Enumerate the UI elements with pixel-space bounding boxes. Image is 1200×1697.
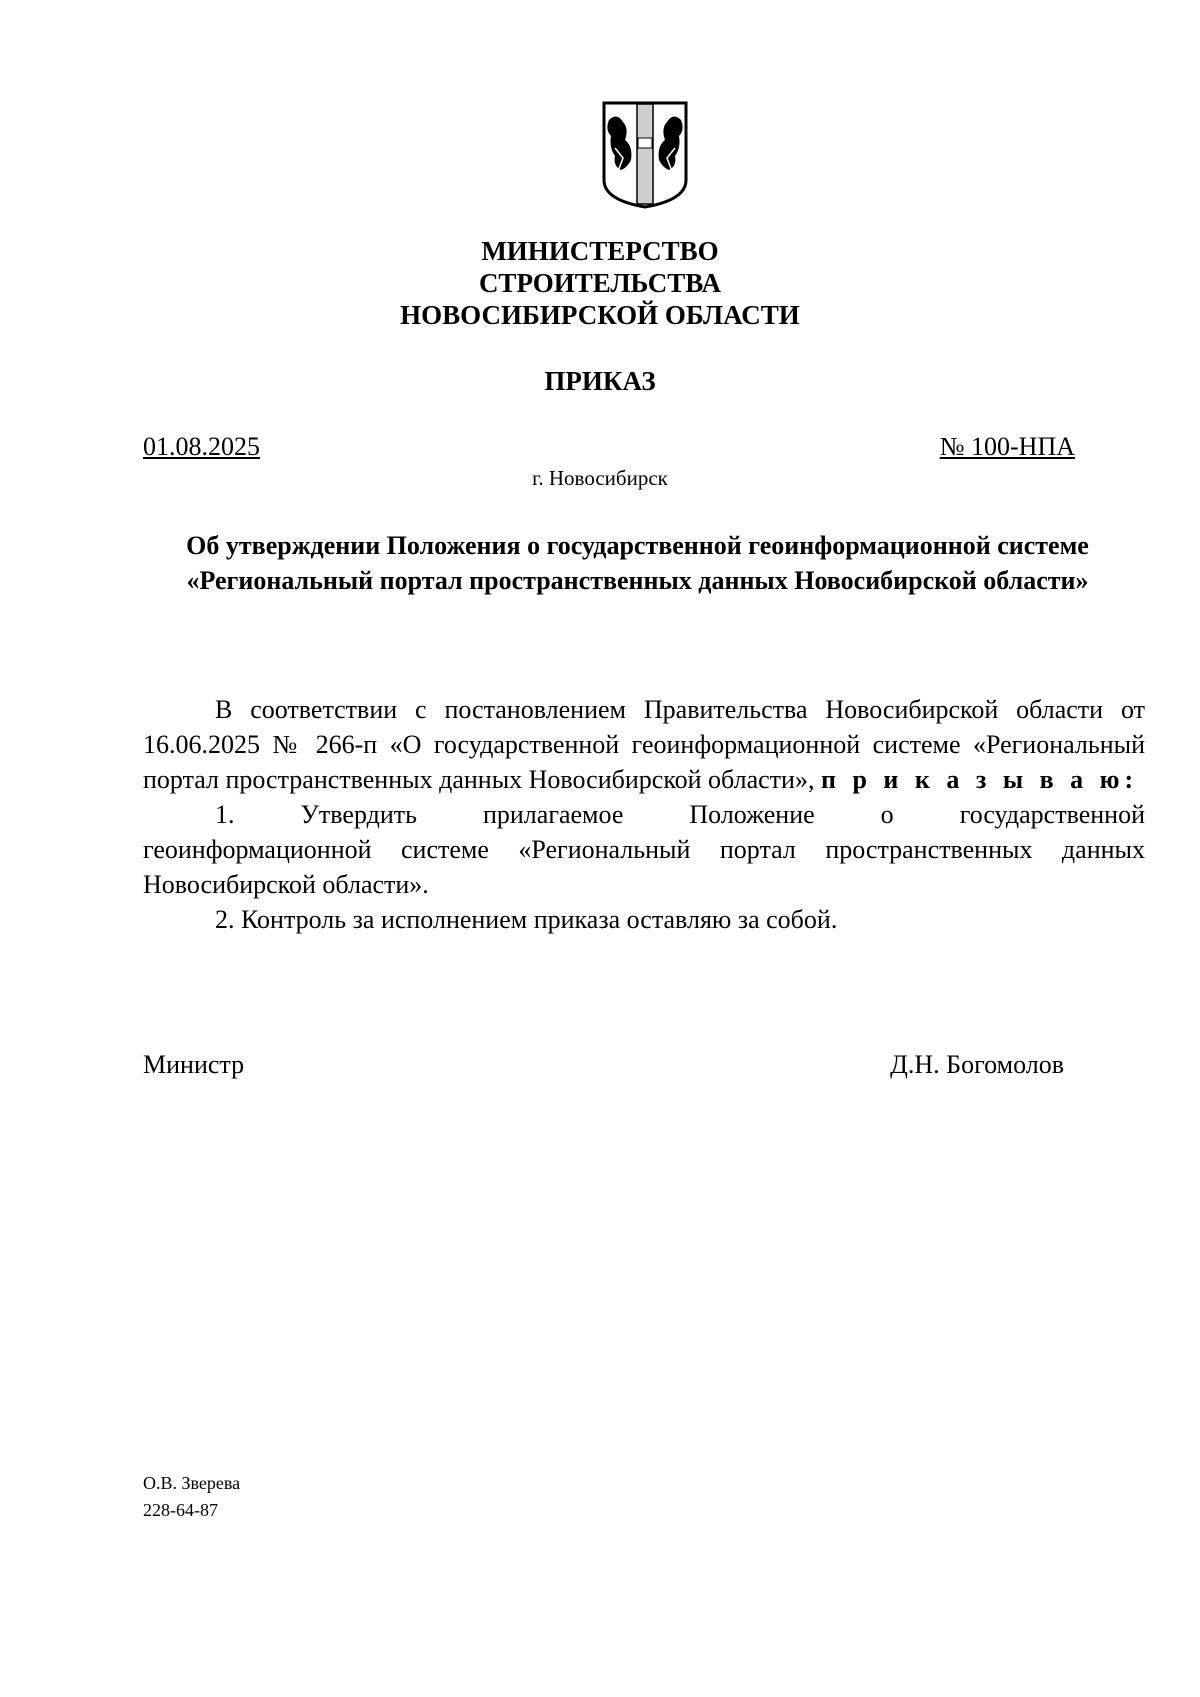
document-date: 01.08.2025: [143, 432, 260, 461]
executor-name: О.В. Зверева: [143, 1473, 241, 1493]
executor-phone: 228-64-87: [143, 1500, 218, 1520]
preamble-paragraph: [143, 692, 1145, 797]
signatory-title: Министр: [143, 1050, 245, 1079]
ministry-name-line1: МИНИСТЕРСТВО: [481, 236, 719, 266]
item2-paragraph: 2. Контроль за исполнением приказа оставляю за собой.: [215, 905, 838, 934]
order-word: п р и к а з ы в а ю:: [820, 765, 1139, 794]
subject-line2: «Региональный портал пространственных данных Новосибирской области»: [186, 566, 1089, 595]
executor-info: [143, 1470, 240, 1524]
item1-first-line: 1. Утвердить прилагаемое Положение о государственной: [215, 800, 1145, 829]
item1-continuation: геоинформационной системе «Региональный портал пространственных данных Новосибирской области».: [143, 835, 1145, 899]
coat-of-arms-icon: [601, 100, 689, 210]
subject-line1: Об утверждении Положения о государственной геоинформационной системе: [186, 531, 1089, 560]
signatory-name: Д.Н. Богомолов: [890, 1050, 1064, 1079]
document-number: № 100-НПА: [939, 432, 1075, 461]
document-body: [143, 692, 1145, 937]
document-subject: [140, 528, 1135, 598]
preamble-text: В соответствии с постановлением Правительства Новосибирской области от 16.06.2025 № 266-п «О государственной геоинформационной системе «Региональный портал пространственных данных Новосибирской области»,: [143, 695, 1145, 794]
document-type: ПРИКАЗ: [544, 366, 656, 396]
document-city: г. Новосибирск: [532, 466, 668, 490]
ministry-name-line3: НОВОСИБИРСКОЙ ОБЛАСТИ: [400, 300, 800, 330]
ministry-name-line2: СТРОИТЕЛЬСТВА: [478, 268, 722, 298]
